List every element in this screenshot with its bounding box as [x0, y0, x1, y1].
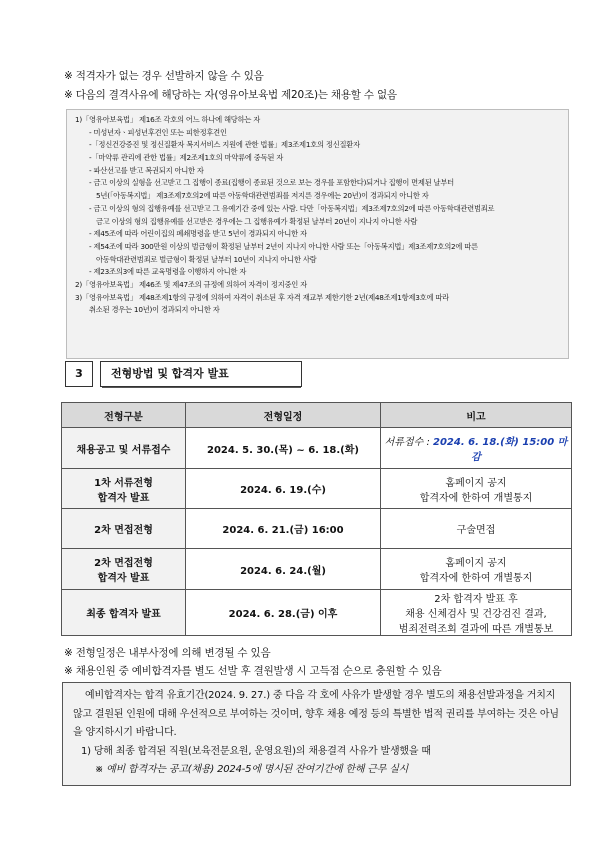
stage-cell: 2차 면접전형 합격자 발표	[62, 549, 186, 590]
reserve-paragraph: 예비합격자는 합격 유효기간(2024. 9. 27.) 중 다음 각 호에 사유가 발생할 경우 별도의 채용선발과정을 거치지 않고 결원된 인원에 대해 우선적으로 부여하는 것이며, 향후 채용 예정 등의 특별한 법적 권리를 부여하는 것은 아님을 양지하시기 바랍니다.	[73, 690, 559, 738]
header-stage: 전형구분	[62, 403, 186, 428]
disq-item: 아동학대관련범죄로 벌금형이 확정된 날부터 10년이 지나지 아니한 사람	[96, 254, 317, 264]
disqualification-box	[66, 109, 569, 359]
date-cell: 2024. 5. 30.(목) ~ 6. 18.(화)	[186, 428, 381, 469]
table-row	[62, 509, 572, 549]
disq-item: - 제54조에 따라 300만원 이상의 벌금형이 확정된 날부터 2년이 지나지 아니한 사람 또는「아동복지법」제3조제7호의2에 따른	[89, 241, 478, 251]
header-schedule: 전형일정	[186, 403, 381, 428]
date-cell: 2024. 6. 21.(금) 16:00	[186, 509, 381, 549]
date-cell: 2024. 6. 28.(금) 이후	[186, 590, 381, 636]
remark-cell: 홈페이지 공지 합격자에 한하여 개별통지	[381, 469, 572, 509]
date-cell: 2024. 6. 19.(수)	[186, 469, 381, 509]
remark-cell	[381, 428, 572, 469]
remark-deadline: 2024. 6. 18.(화) 15:00 마감	[433, 437, 568, 463]
disq-item: - 제23조의3에 따른 교육명령을 이행하지 아니한 자	[89, 267, 247, 277]
disq-item: - 금고 이상의 형의 집행유예를 선고받고 그 유예기간 중에 있는 사람. 다만「아동복지법」제3조제7호의2에 따른 아동학대관련범죄로	[89, 203, 495, 213]
reserve-info-box	[62, 682, 571, 786]
reserve-subnote: ※ 예비 합격자는 공고(채용) 2024-5에 명시된 잔여기간에 한해 근무 실시	[95, 764, 409, 775]
section-title: 전형방법 및 합격자 발표	[100, 361, 302, 387]
note-no-qualified: ※ 적격자가 없는 경우 선발하지 않을 수 있음	[64, 70, 264, 82]
disq-item: 1)「영유아보육법」 제16조 각호의 어느 하나에 해당하는 자	[75, 115, 261, 124]
stage-cell: 최종 합격자 발표	[62, 590, 186, 636]
disq-item: -「마약류 관리에 관한 법률」제2조제1호의 마약류에 중독된 자	[89, 153, 284, 163]
disq-item: 5년(「아동복지법」 제3조제7호의2에 따른 아동학대관련범죄를 저지른 경우에는 20년)이 경과되지 아니한 자	[96, 191, 429, 201]
note-schedule-change: ※ 전형일정은 내부사정에 의해 변경될 수 있음	[64, 647, 271, 659]
reserve-item: 1) 당해 최종 합격된 직원(보육전문요원, 운영요원)의 채용결격 사유가 발생했을 때	[81, 745, 431, 757]
stage-cell: 1차 서류전형 합격자 발표	[62, 469, 186, 509]
remark-cell: 2차 합격자 발표 후 채용 신체검사 및 건강검진 결과, 범죄전력조회 결과에 따른 개별통보	[381, 590, 572, 636]
disq-item: 금고 이상의 형의 집행유예를 선고받은 경우에는 그 집행유예가 확정된 날부터 20년이 지나지 아니한 사람	[96, 216, 418, 226]
table-row	[62, 428, 572, 469]
disq-item: 취소된 경우는 10년)이 경과되지 아니한 자	[89, 305, 220, 315]
disq-item: - 미성년자ㆍ피성년후견인 또는 피한정후견인	[89, 127, 227, 137]
disq-item: - 제45조에 따라 어린이집의 폐쇄명령을 받고 5년이 경과되지 아니한 자	[89, 229, 307, 239]
disq-item: -「정신건강증진 및 정신질환자 복지서비스 지원에 관한 법률」제3조제1호의 정신질환자	[89, 140, 360, 150]
date-cell: 2024. 6. 24.(월)	[186, 549, 381, 590]
note-reserve: ※ 채용인원 중 예비합격자를 별도 선발 후 결원발생 시 고득점 순으로 충원할 수 있음	[64, 665, 442, 677]
remark-cell: 구술면접	[381, 509, 572, 549]
disq-item: - 금고 이상의 실형을 선고받고 그 집행이 종료(집행이 종료된 것으로 보는 경우를 포함한다)되거나 집행이 면제된 날부터	[89, 178, 454, 188]
table-row	[62, 590, 572, 636]
header-remarks: 비고	[381, 403, 572, 428]
table-row	[62, 469, 572, 509]
remark-cell: 홈페이지 공지 합격자에 한하여 개별통지	[381, 549, 572, 590]
note-disqualification: ※ 다음의 결격사유에 해당하는 자(영유아보육법 제20조)는 채용할 수 없음	[64, 89, 397, 101]
schedule-table	[61, 402, 572, 636]
disq-item: 3)「영유아보육법」 제48조제1항의 규정에 의하여 자격이 취소된 후 자격 재교부 제한기한 2년(제48조제1항제3호에 따라	[75, 292, 449, 302]
table-row	[62, 549, 572, 590]
section-number: 3	[65, 361, 93, 387]
stage-cell: 2차 면접전형	[62, 509, 186, 549]
remark-prefix: 서류접수 :	[384, 437, 434, 448]
stage-cell: 채용공고 및 서류접수	[62, 428, 186, 469]
disq-item: 2)「영유아보육법」 제46조 및 제47조의 규정에 의하여 자격이 정지중인 자	[75, 279, 307, 289]
disq-item: - 파산선고를 받고 복권되지 아니한 자	[89, 165, 204, 175]
